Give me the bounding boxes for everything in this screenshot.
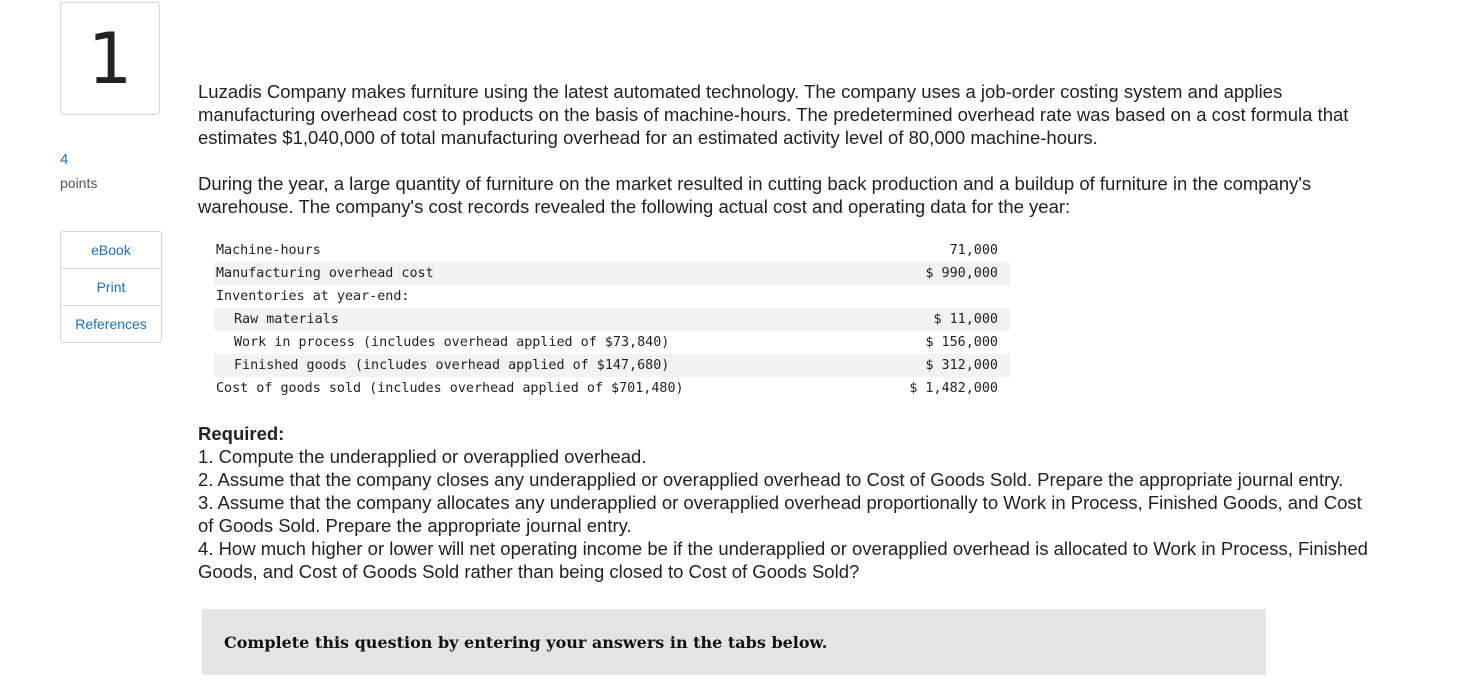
row-label: Inventories at year-end: [216,289,410,304]
row-label: Manufacturing overhead cost [214,262,868,285]
row-label: Machine-hours [216,243,321,258]
required-heading: Required: [198,423,285,444]
print-link[interactable]: Print [61,269,161,306]
points-value: 4 [60,151,69,168]
row-amount [868,285,1010,308]
problem-paragraph-1: Luzadis Company makes furniture using the latest automated technology. The company uses a job-order costing system and applies manufacturing overhead cost to products on the basis of machine-hours. The predetermined overhead rate was based on a cost formula that estimates $1,040,000 of total manufacturing overhead for an estimated activity level of 80,000 machine-hours. [198,81,1349,148]
table-row [214,308,1010,331]
row-label: Finished goods (includes overhead applied of $147,680) [214,354,868,377]
question-content [198,80,1378,583]
row-amount: $ 990,000 [868,262,1010,285]
required-item-1: 1. Compute the underapplied or overapplied overhead. [198,446,647,467]
required-section [198,422,1378,583]
row-label: Work in process (includes overhead applied of $73,840) [234,335,670,350]
table-row [214,285,1010,308]
table-row [214,377,1010,400]
required-item-2: 2. Assume that the company closes any underapplied or overapplied overhead to Cost of Goods Sold. Prepare the appropriate journal entry. [198,469,1344,490]
table-row [214,239,1010,262]
row-amount: $ 312,000 [868,354,1010,377]
complete-instructions-banner: Complete this question by entering your answers in the tabs below. [202,609,1266,675]
table-row [214,354,1010,377]
row-amount: $ 1,482,000 [909,381,998,396]
cost-data-table [214,239,1010,400]
required-item-4: 4. How much higher or lower will net operating income be if the underapplied or overapplied overhead is allocated to Work in Process, Finished Goods, and Cost of Goods Sold rather than being closed to Cost of Goods Sold? [198,538,1368,582]
ebook-link[interactable]: eBook [61,232,161,269]
table-row [214,331,1010,354]
row-amount: $ 11,000 [868,308,1010,331]
points-label: points [60,175,98,191]
row-amount: 71,000 [949,243,998,258]
resource-menu [60,231,162,343]
table-row [214,262,1010,285]
row-amount: $ 156,000 [925,335,998,350]
row-label: Cost of goods sold (includes overhead applied of $701,480) [216,381,684,396]
row-label: Raw materials [214,308,868,331]
references-link[interactable]: References [75,316,147,332]
question-number: 1 [60,2,160,115]
problem-paragraph-2: During the year, a large quantity of furniture on the market resulted in cutting back production and a buildup of furniture in the company's warehouse. The company's cost records revealed the following actual cost and operating data for the year: [198,173,1312,217]
required-item-3: 3. Assume that the company allocates any underapplied or overapplied overhead proportionally to Work in Process, Finished Goods, and Cost of Goods Sold. Prepare the appropriate journal entry. [198,492,1362,536]
